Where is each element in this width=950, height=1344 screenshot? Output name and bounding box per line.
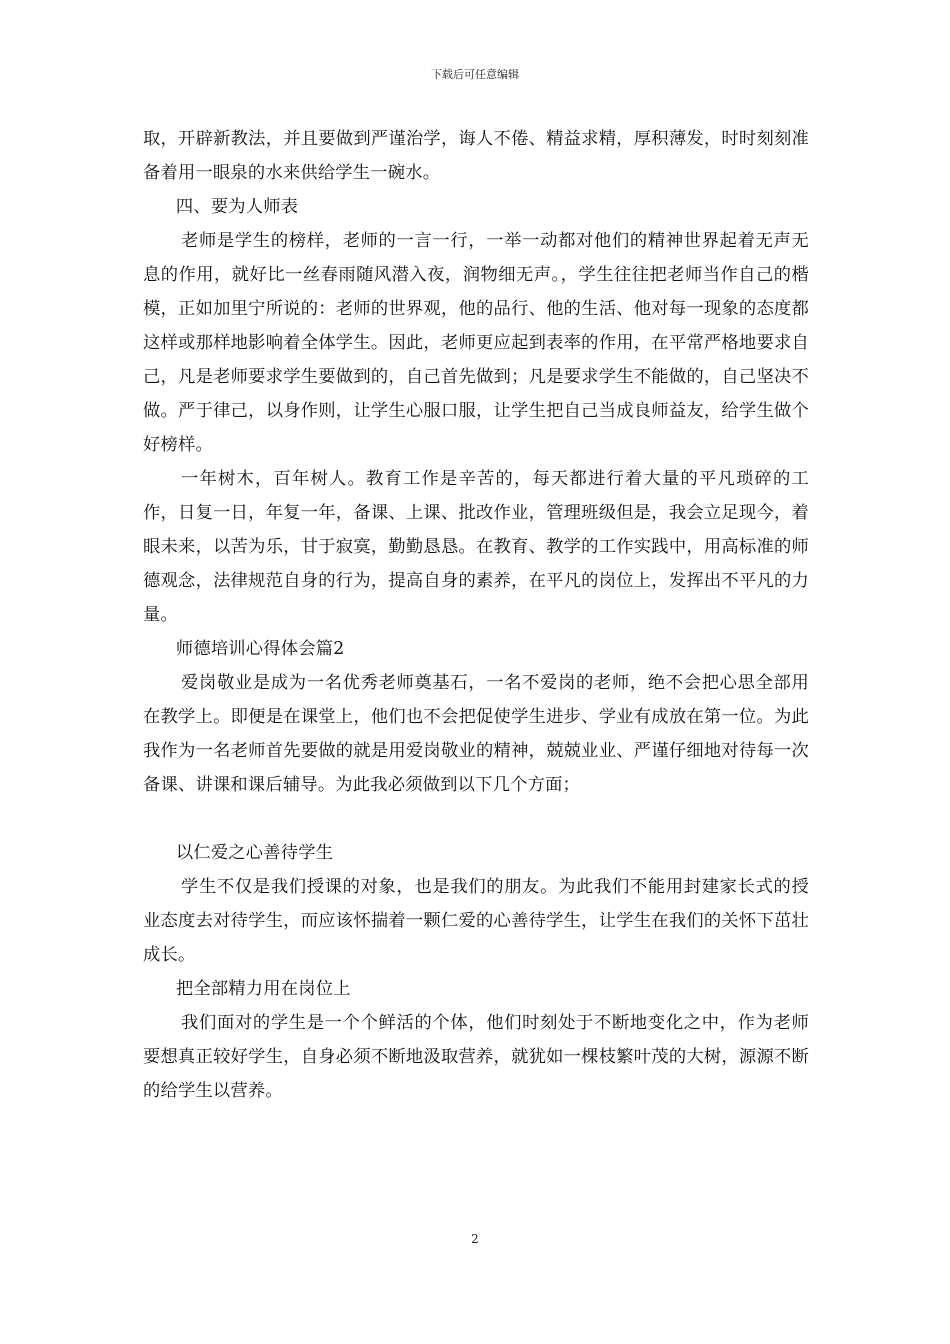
paragraph: 我们面对的学生是一个个鲜活的个体，他们时刻处于不断地变化之中，作为老师要想真正较好学生，自身必须不断地汲取营养，就犹如一棵枝繁叶茂的大树，源源不断的给学生以营养。 bbox=[143, 1013, 809, 1101]
paragraph: 取，开辟新教法，并且要做到严谨治学，诲人不倦、精益求精，厚积薄发，时时刻刻准备着用一眼泉的水来供给学生一碗水。 bbox=[143, 129, 809, 183]
paragraph: 一年树木，百年树人。教育工作是辛苦的，每天都进行着大量的平凡琐碎的工作，日复一日，年复一年，备课、上课、批改作业，管理班级但是，我会立足现今，着眼未来，以苦为乐，甘于寂寞，勤勤恳恳。在教育、教学的工作实践中，用高标准的师德观念，法律规范自身的行为，提高自身的素养，在平凡的岗位上，发挥出不平凡的力量。 bbox=[143, 469, 809, 625]
section-heading: 把全部精力用在岗位上 bbox=[175, 979, 351, 999]
page-number: 2 bbox=[471, 1232, 479, 1246]
blank-line bbox=[143, 802, 809, 836]
document-body bbox=[143, 122, 809, 1108]
section-heading: 师德培训心得体会篇2 bbox=[175, 639, 345, 659]
section-heading: 以仁爱之心善待学生 bbox=[175, 843, 334, 863]
section-heading: 四、要为人师表 bbox=[175, 197, 299, 217]
page-header: 下载后可任意编辑 bbox=[431, 68, 519, 81]
paragraph: 老师是学生的榜样，老师的一言一行，一举一动都对他们的精神世界起着无声无息的作用，就好比一丝春雨随风潜入夜，润物细无声。，学生往往把老师当作自己的楷模，正如加里宁所说的：老师的世界观，他的品行、他的生活、他对每一现象的态度都这样或那样地影响着全体学生。因此，老师更应起到表率的作用，在平常严格地要求自己，凡是老师要求学生要做到的，自己首先做到；凡是要求学生不能做的，自己坚决不做。严于律己，以身作则，让学生心服口服，让学生把自己当成良师益友，给学生做个好榜样。 bbox=[143, 231, 809, 455]
paragraph: 爱岗敬业是成为一名优秀老师奠基石，一名不爱岗的老师，绝不会把心思全部用在教学上。即便是在课堂上，他们也不会把促使学生进步、学业有成放在第一位。为此我作为一名老师首先要做的就是用爱岗敬业的精神，兢兢业业、严谨仔细地对待每一次备课、讲课和课后辅导。为此我必须做到以下几个方面； bbox=[143, 673, 809, 795]
paragraph: 学生不仅是我们授课的对象，也是我们的朋友。为此我们不能用封建家长式的授业态度去对待学生，而应该怀揣着一颗仁爱的心善待学生，让学生在我们的关怀下茁壮成长。 bbox=[143, 877, 809, 965]
